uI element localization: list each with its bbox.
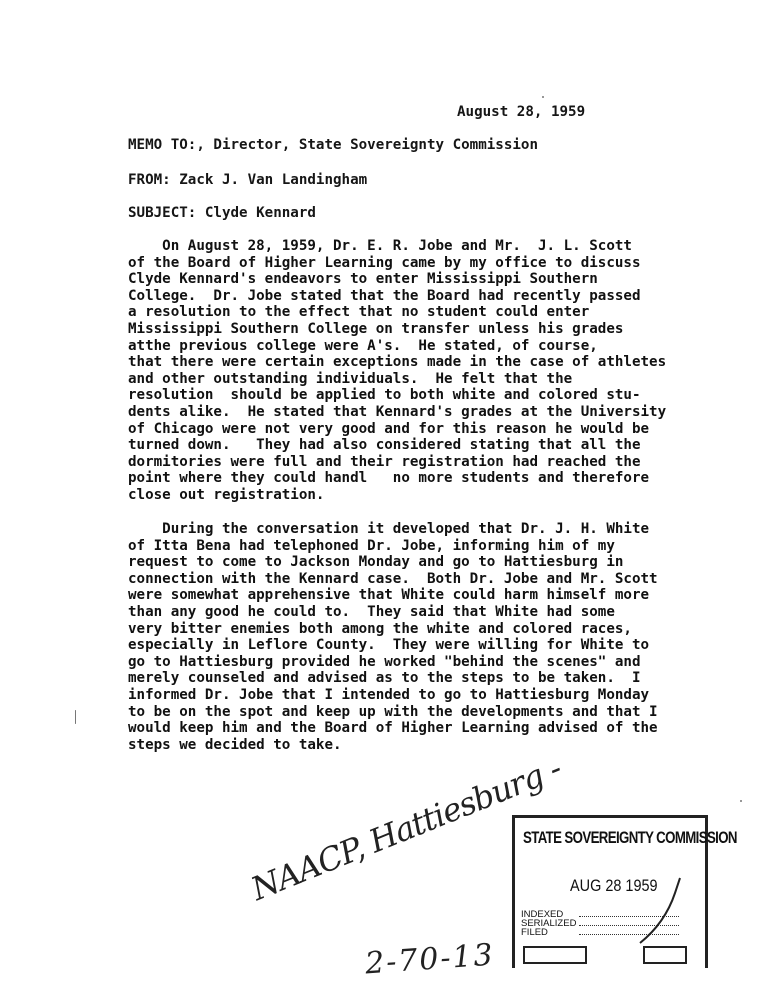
stamp-label-filed: FILED [521, 927, 548, 938]
text-line: that there were certain exceptions made in the case of athletes [128, 354, 667, 371]
text-line: to be on the spot and keep up with the developments and that I [128, 703, 658, 720]
text-line: merely counseled and advised as to the steps to be taken. I [128, 670, 641, 687]
text-line: close out registration. [128, 486, 325, 503]
scan-speck [740, 800, 742, 802]
text-line: go to Hattiesburg provided he worked "behind the scenes" and [128, 653, 641, 670]
text-line: dormitories were full and their registration had reached the [128, 453, 641, 470]
handwritten-note: NAACP, Hattiesburg - [245, 749, 567, 908]
text-line: of Itta Bena had telephoned Dr. Jobe, informing him of my [128, 537, 615, 554]
text-line: of Chicago were not very good and for this reason he would be [128, 420, 650, 437]
text-line: resolution should be applied to both white and colored stu- [128, 387, 641, 404]
text-line: College. Dr. Jobe stated that the Board had recently passed [128, 287, 641, 304]
text-line: point where they could handl no more students and therefore [128, 470, 650, 487]
handwritten-file-number: 2-70-13 [363, 937, 496, 982]
scan-speck [75, 710, 76, 724]
stamp-label-indexed: INDEXED [521, 909, 564, 920]
text-line: atthe previous college were A's. He stated, of course, [128, 337, 598, 354]
stamp-check-mark [635, 873, 695, 963]
text-line: of the Board of Higher Learning came by my office to discuss [128, 254, 641, 271]
paragraph-2 [128, 521, 658, 753]
stamp-labels [521, 910, 576, 937]
text-line: very bitter enemies both among the white and colored races, [128, 620, 632, 637]
text-line: turned down. They had also considered stating that all the [128, 437, 641, 454]
subject-line: SUBJECT: Clyde Kennard [128, 205, 316, 221]
memo-to-line: MEMO TO:, Director, State Sovereignty Commission [128, 137, 538, 153]
text-line: request to come to Jackson Monday and go to Hattiesburg in [128, 554, 624, 571]
scan-speck [542, 96, 544, 98]
stamp-label-serialized: SERIALIZED [521, 918, 577, 929]
stamp-date: AUG 28 1959 [570, 876, 658, 895]
text-line: a resolution to the effect that no student could enter [128, 304, 590, 321]
text-line: During the conversation it developed that Dr. J. H. White [128, 521, 650, 537]
text-line: Mississippi Southern College on transfer unless his grades [128, 320, 624, 337]
stamp-title: STATE SOVEREIGNTY COMMISSION [523, 828, 737, 847]
text-line: and other outstanding individuals. He felt that the [128, 370, 573, 387]
memo-date: August 28, 1959 [457, 104, 586, 120]
text-line: especially in Leflore County. They were willing for White to [128, 637, 650, 654]
text-line: Clyde Kennard's endeavors to enter Mississippi Southern [128, 271, 598, 288]
from-line: FROM: Zack J. Van Landingham [128, 172, 368, 188]
commission-stamp [512, 815, 737, 968]
text-line: connection with the Kennard case. Both Dr. Jobe and Mr. Scott [128, 570, 658, 587]
text-line: On August 28, 1959, Dr. E. R. Jobe and Mr. J. L. Scott [128, 238, 632, 254]
text-line: steps we decided to take. [128, 736, 342, 753]
text-line: than any good he could to. They said that White had some [128, 603, 615, 620]
text-line: would keep him and the Board of Higher Learning advised of the [128, 720, 658, 737]
stamp-box-left [523, 946, 587, 964]
paragraph-1 [128, 238, 666, 504]
text-line: were somewhat apprehensive that White could harm himself more [128, 587, 650, 604]
text-line: dents alike. He stated that Kennard's grades at the University [128, 403, 667, 420]
text-line: informed Dr. Jobe that I intended to go to Hattiesburg Monday [128, 686, 650, 703]
